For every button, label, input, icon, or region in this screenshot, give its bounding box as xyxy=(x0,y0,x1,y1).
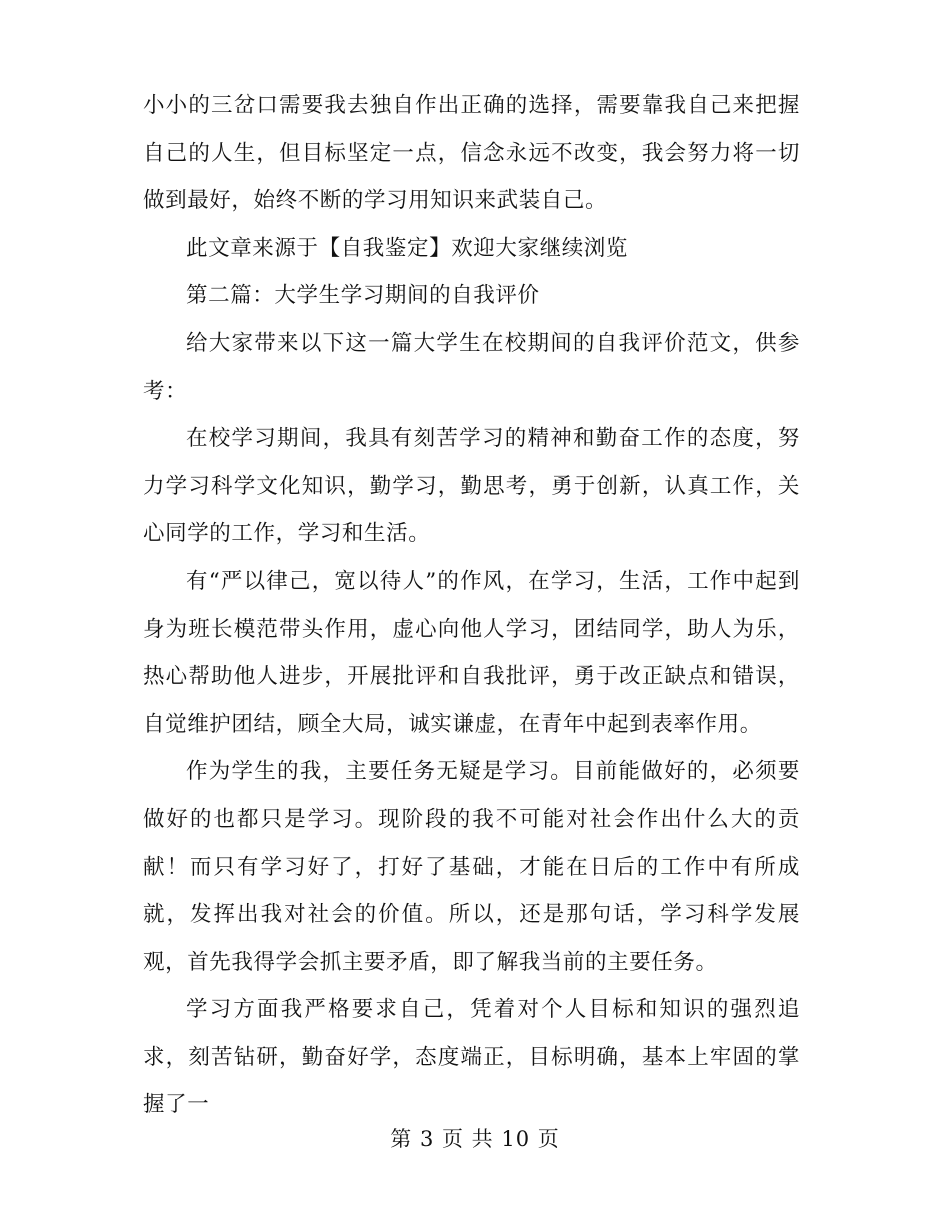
paragraph-7: 作为学生的我，主要任务无疑是学习。目前能做好的，必须要做好的也都只是学习。现阶段的我不可能对社会作出什么大的贡献！而只有学习好了，打好了基础，才能在日后的工作中有所成就，发挥出我对社会的价值。所以，还是那句话，学习科学发展观，首先我得学会抓主要矛盾，即了解我当前的主要任务。 xyxy=(143,759,800,975)
document-body xyxy=(143,82,800,1129)
paragraph-5: 在校学习期间，我具有刻苦学习的精神和勤奋工作的态度，努力学习科学文化知识，勤学习，勤思考，勇于创新，认真工作，关心同学的工作，学习和生活。 xyxy=(143,426,800,547)
paragraph-4: 给大家带来以下这一篇大学生在校期间的自我评价范文，供参考： xyxy=(143,330,800,404)
paragraph-6: 有“严以律己，宽以待人”的作风，在学习，生活，工作中起到身为班长模范带头作用，虚心向他人学习，团结同学，助人为乐，热心帮助他人进步，开展批评和自我批评，勇于改正缺点和错误，自觉维护团结，顾全大局，诚实谦虚，在青年中起到表率作用。 xyxy=(143,568,800,737)
page-number-footer: 第 3 页 共 10 页 xyxy=(390,1127,560,1151)
paragraph-1: 小小的三岔口需要我去独自作出正确的选择，需要靠我自己来把握自己的人生，但目标坚定一点，信念永远不改变，我会努力将一切做到最好，始终不断的学习用知识来武装自己。 xyxy=(143,93,800,214)
section-heading: 第二篇：大学生学习期间的自我评价 xyxy=(186,283,540,309)
paragraph-2: 此文章来源于【自我鉴定】欢迎大家继续浏览 xyxy=(186,235,629,261)
paragraph-8: 学习方面我严格要求自己，凭着对个人目标和知识的强烈追求，刻苦钻研，勤奋好学，态度端正，目标明确，基本上牢固的掌握了一 xyxy=(143,997,800,1118)
